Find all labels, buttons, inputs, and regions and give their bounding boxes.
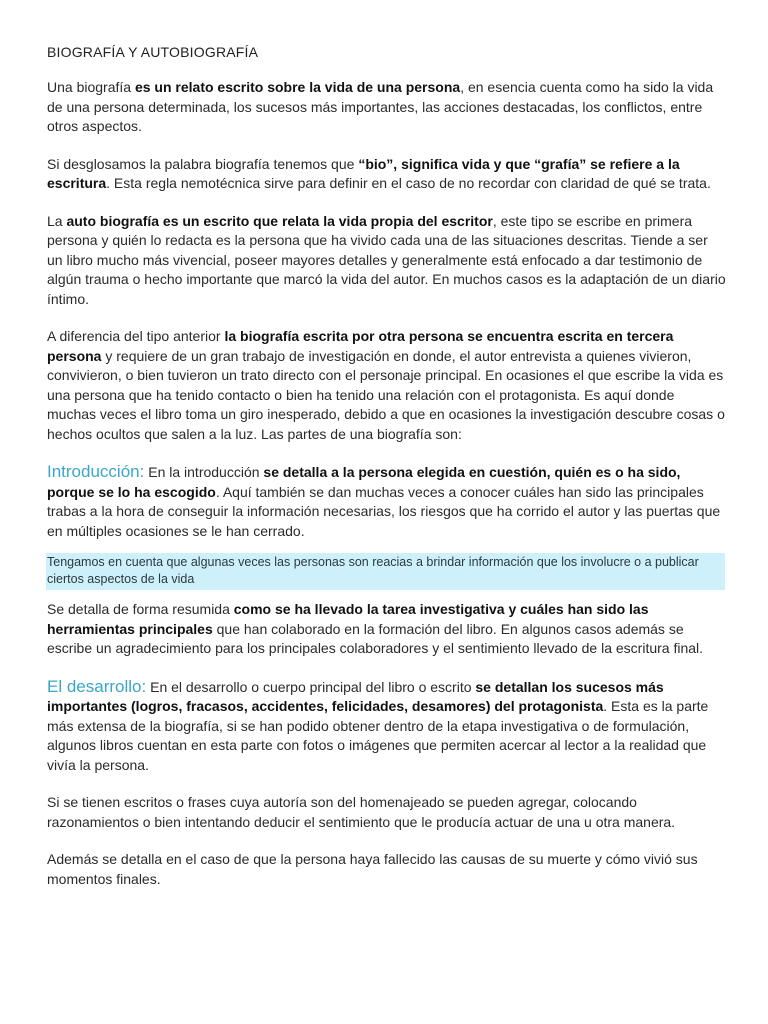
text-run: . Esta regla nemotécnica sirve para definir en el caso de no recordar con claridad de qué se trata. bbox=[106, 175, 711, 191]
bold-text: “bio”, significa vida y que “grafía” se refiere a la escritura bbox=[47, 155, 680, 191]
section-heading-introduccion: Introducción: bbox=[47, 462, 145, 481]
bold-text: es un relato escrito sobre la vida de una persona bbox=[134, 79, 461, 95]
paragraph-biografia-definicion bbox=[47, 78, 727, 137]
bold-text: auto biografía es un escrito que relata la vida propia del escritor bbox=[66, 212, 493, 229]
text-run: En el desarrollo o cuerpo principal del libro o escrito bbox=[146, 678, 476, 695]
paragraph-resumen-investigacion bbox=[47, 600, 727, 659]
section-heading-desarrollo: El desarrollo: bbox=[47, 676, 147, 696]
paragraph-etimologia bbox=[47, 155, 727, 194]
bold-text: la biografía escrita por otra persona se encuentra escrita en tercera persona bbox=[47, 328, 674, 364]
paragraph-escritos-homenajeado: Si se tienen escritos o frases cuya autoría son del homenajeado se pueden agregar, colocando razonamientos o bien intentando deducir el sentimiento que le producía actuar de una u otra manera. bbox=[47, 794, 676, 830]
text-run: A diferencia del tipo anterior bbox=[47, 328, 225, 344]
document-title: BIOGRAFÍA Y AUTOBIOGRAFÍA bbox=[47, 44, 259, 60]
highlight-callout: Tengamos en cuenta que algunas veces las personas son reacias a brindar información que los involucre o a publicar ciertos aspectos de la vida bbox=[46, 553, 725, 590]
paragraph-autobiografia bbox=[47, 212, 727, 310]
text-run: , en esencia cuenta como ha sido la vida de una persona determinada, los sucesos más importantes, las acciones destacadas, los conflictos, entre otros aspectos. bbox=[47, 79, 714, 134]
paragraph-desarrollo bbox=[47, 677, 727, 776]
text-run: , este tipo se escribe en primera persona y quién lo redacta es la persona que ha vivido cada una de las situaciones descritas. Tiende a ser un libro mucho más vivencial, poseer mayores detalles y generalmente está enfocado a dar testimonio de algún trauma o hecho importante que marcó la vida del autor. En muchos casos es la adaptación de un diario íntimo. bbox=[47, 212, 726, 307]
text-run: En la introducción bbox=[144, 464, 264, 480]
text-run: . Aquí también se dan muchas veces a conocer cuáles han sido las principales trabas a la hora de conseguir la información necesarias, los riesgos que ha corrido el autor y las puertas que en múltiples ocasiones se le han cerrado. bbox=[47, 483, 721, 539]
text-run: Se detalla de forma resumida bbox=[47, 601, 234, 617]
paragraph-introduccion bbox=[47, 462, 727, 541]
text-run: La bbox=[47, 212, 67, 229]
bold-text: como se ha llevado la tarea investigativa y cuáles han sido las herramientas principales bbox=[47, 601, 649, 637]
paragraph-tercera-persona bbox=[47, 327, 727, 444]
text-run: Una biografía bbox=[47, 79, 135, 95]
bold-text: se detalla a la persona elegida en cuestión, quién es o ha sido, porque se lo ha escogido bbox=[47, 464, 681, 500]
paragraph-fallecimiento: Además se detalla en el caso de que la persona haya fallecido las causas de su muerte y cómo vivió sus momentos finales. bbox=[47, 851, 698, 887]
text-run: que han colaborado en la formación del libro. En algunos casos además se escribe un agradecimiento para los principales colaboradores y el sentimiento llevado de la escritura final. bbox=[47, 620, 704, 656]
text-run: Si desglosamos la palabra biografía tenemos que bbox=[47, 155, 359, 172]
text-run: y requiere de un gran trabajo de investigación en donde, el autor entrevista a quienes vivieron, convivieron, o bien tuvieron un trato directo con el personaje principal. En ocasiones el que escribe la vida es una persona que ha tenido contacto o bien ha tenido una relación con el protagonista. Es aquí donde muchas veces el libro toma un giro inesperado, debido a que en ocasiones la investigación descubre cosas o hechos ocultos que salen a la luz. Las partes de una biografía son: bbox=[47, 347, 725, 442]
document-page bbox=[47, 40, 727, 907]
bold-text: se detallan los sucesos más importantes (logros, fracasos, accidentes, felicidades, desamores) del protagonista bbox=[47, 678, 664, 714]
text-run: . Esta es la parte más extensa de la biografía, si se han podido obtener dentro de la etapa investigativa o de formulación, algunos libros cuentan en esta parte con fotos o imágenes que permiten acercar al lector a la realidad que vivía la persona. bbox=[47, 698, 709, 773]
